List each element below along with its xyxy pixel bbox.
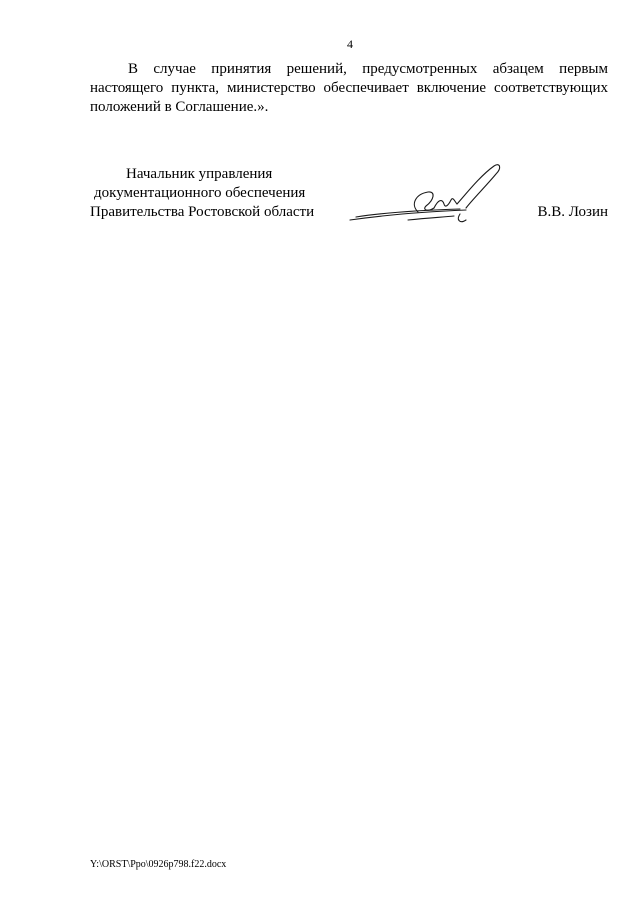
signatory-position-line: Правительства Ростовской области	[90, 204, 315, 220]
signatory-position	[90, 165, 340, 222]
signatory-position-line: документационного обеспечения	[94, 185, 306, 201]
handwritten-signature	[348, 160, 508, 230]
body-line: положений в Соглашение.».	[90, 99, 269, 115]
body-line: настоящего пункта, министерство обеспечивает включение соответствующих	[90, 80, 608, 96]
body-line: В случае принятия решений, предусмотренных абзацем первым	[128, 61, 608, 77]
body-paragraph	[90, 60, 608, 117]
signatory-name: В.В. Лозин	[537, 204, 608, 220]
file-path-footer: Y:\ORST\Ppo\0926p798.f22.docx	[90, 859, 227, 870]
page-number: 4	[347, 37, 353, 51]
signatory-position-line: Начальник управления	[126, 166, 273, 182]
